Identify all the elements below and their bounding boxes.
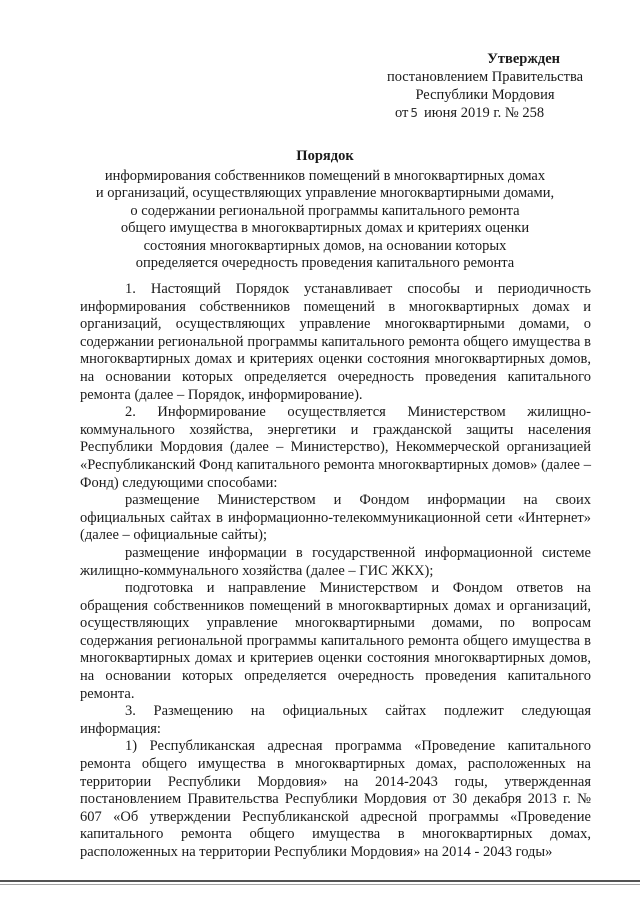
title-line: общего имущества в многоквартирных домах и критериях оценки: [120, 220, 530, 236]
approval-stamp: [355, 50, 615, 122]
paragraph: подготовка и направление Министерством и Фондом ответов на обращения собственников помещений в многоквартирных домах и организаций, осуществляющих управление многоквартирными домами, по вопросам содержания региональной программы капитального ремонта общего имущества в многоквартирных домах и критериев оценки состояния многоквартирных домов, на основании которых определяется очередность проведения капитального ремонта.: [80, 580, 591, 702]
paragraph: размещение Министерством и Фондом информации на своих официальных сайтах в информационно-телекоммуникационной сети «Интернет» (далее – официальные сайты);: [80, 492, 591, 544]
approval-date-day: 5: [410, 106, 419, 120]
title-line: о содержании региональной программы капитального ремонта: [130, 202, 520, 219]
paragraph: 1) Республиканская адресная программа «Проведение капитального ремонта общего имущества в многоквартирных домах, расположенных на территории Республики Мордовия» на 2014-2043 годы, утвержденная постановлением Правительства Республики Мордовия от 30 декабря 2013 г. № 607 «Об утверждении Республиканской адресной программы «Проведение капитального ремонта общего имущества в многоквартирных домах, расположенных на территории Республики Мордовия» на 2014 - 2043 годы»: [80, 738, 591, 860]
approval-title: Утвержден: [487, 51, 560, 67]
approval-line-1: постановлением Правительства: [386, 69, 584, 85]
paragraph: 1. Настоящий Порядок устанавливает способы и периодичность информирования собственников помещений в многоквартирных домах и организаций, осуществляющих управление многоквартирными домами, о содержании региональной программы капитального ремонта общего имущества в многоквартирных домах и критериях оценки состояния многоквартирных домов, на основании которых определяется очередность проведения капитального ремонта (далее – Порядок, информирование).: [80, 281, 591, 403]
title-line: определяется очередность проведения капитального ремонта: [135, 255, 515, 271]
approval-date-rest: июня 2019 г. № 258: [424, 105, 545, 121]
paragraph: 3. Размещению на официальных сайтах подлежит следующая информация:: [80, 703, 591, 737]
document-body: [80, 281, 591, 862]
document-title: [60, 148, 590, 273]
scan-edge-line: [0, 880, 640, 882]
approval-date-prefix: от: [395, 105, 409, 121]
paragraph: размещение информации в государственной информационной системе жилищно-коммунального хозяйства (далее – ГИС ЖКХ);: [80, 544, 591, 579]
approval-date: [355, 104, 615, 122]
title-line: и организаций, осуществляющих управление многоквартирными домами,: [95, 185, 555, 201]
scan-edge-line-thin: [0, 884, 640, 885]
title-line: состояния многоквартирных домов, на основании которых: [143, 237, 507, 254]
document-heading: Порядок: [296, 148, 354, 164]
approval-line-2: Республики Мордовия: [415, 87, 555, 103]
title-line: информирования собственников помещений в многоквартирных домах: [104, 167, 546, 184]
paragraph: 2. Информирование осуществляется Министерством жилищно-коммунального хозяйства, энергетики и гражданской защиты населения Республики Мордовия (далее – Министерство), Некоммерческой организацией «Республиканский Фонд капитального ремонта многоквартирных домов» (далее – Фонд) следующими способами:: [80, 404, 591, 491]
